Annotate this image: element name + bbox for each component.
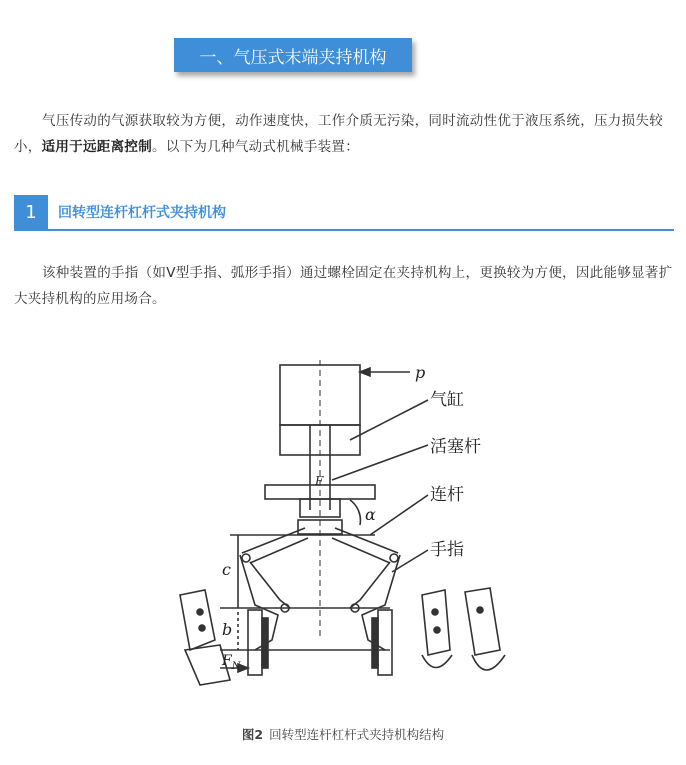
label-c: c <box>222 560 231 579</box>
heading-text: 一、气压式末端夹持机构 <box>199 47 387 68</box>
section-number: 1 <box>25 201 37 223</box>
label-FN-main: F <box>222 653 232 669</box>
label-alpha: α <box>365 505 376 524</box>
body-paragraph: 该种装置的手指（如V型手指、弧形手指）通过螺栓固定在夹持机构上，更换较为方便，因此能够显著扩大夹持机构的应用场合。 <box>14 265 673 307</box>
label-FN-sub: N <box>231 661 241 672</box>
label-link: 连杆 <box>430 485 464 505</box>
intro-text-1: 气压传动的气源获取较为方便，动作速度快，工作介质无污染，同时流动性优于液压系统，压力损失较小， <box>14 113 663 155</box>
section-header <box>14 195 674 231</box>
intro-bold: 适用于远距离控制 <box>41 139 153 155</box>
label-p: p <box>415 363 426 382</box>
section-number-badge <box>14 195 48 229</box>
caption-label: 图2 <box>241 727 264 742</box>
label-finger: 手指 <box>430 540 464 560</box>
label-b: b <box>222 620 233 639</box>
intro-text-2: 。以下为几种气动式机械手装置： <box>152 139 360 155</box>
label-cylinder: 气缸 <box>430 390 464 410</box>
figure-caption <box>0 725 686 743</box>
heading-banner <box>174 38 412 72</box>
label-F: F <box>315 474 324 488</box>
mechanism-figure <box>160 350 540 705</box>
mechanism-diagram <box>160 350 540 705</box>
caption-text: 回转型连杆杠杆式夹持机构结构 <box>269 727 445 742</box>
label-piston-rod: 活塞杆 <box>430 437 481 457</box>
label-FN <box>221 653 242 672</box>
section-title: 回转型连杆杠杆式夹持机构 <box>58 205 226 221</box>
intro-paragraph <box>14 108 674 160</box>
